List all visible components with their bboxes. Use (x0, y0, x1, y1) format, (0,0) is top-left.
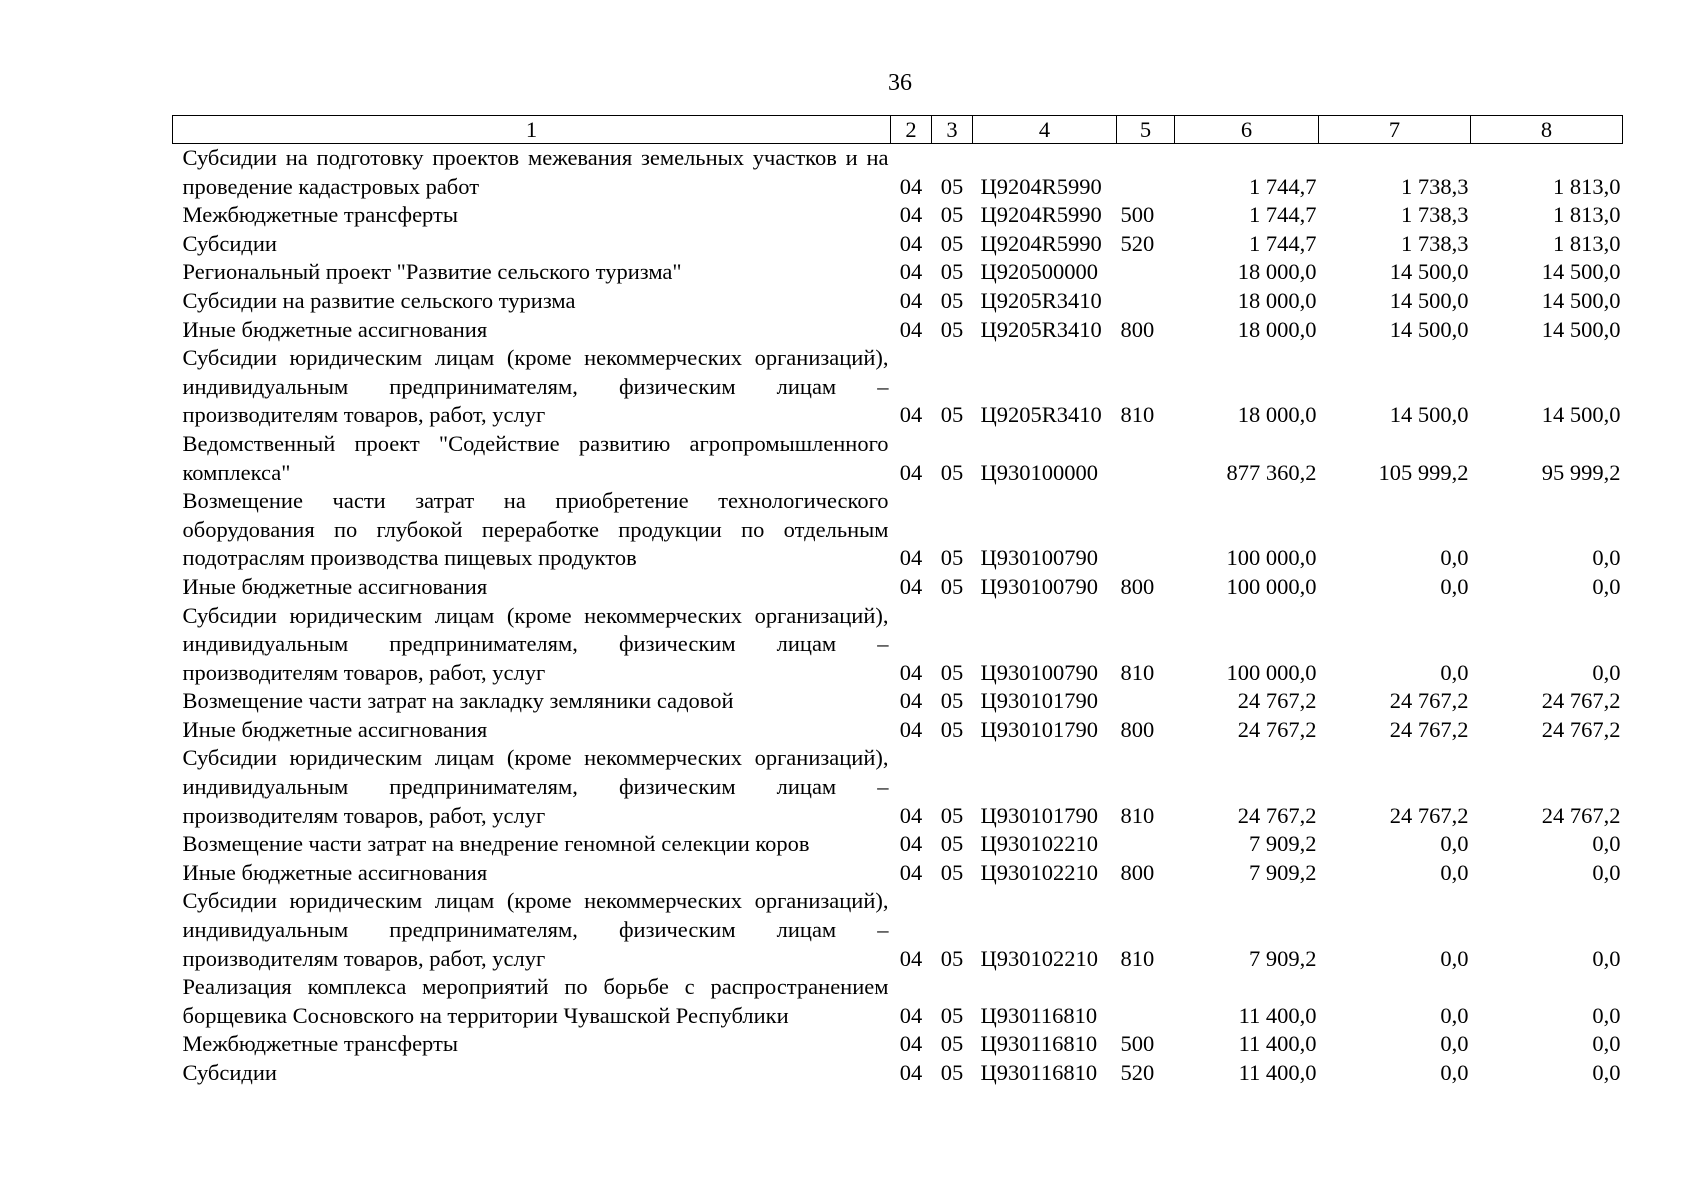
row-name: Субсидии юридическим лицам (кроме некоммерческих организаций), индивидуальным предпринимателям, физическим лицам – производителям товаров, работ, услуг (182, 602, 889, 685)
row-target-article: Ц930100790 (980, 545, 1098, 571)
table-row (173, 687, 1623, 716)
row-expense-type: 500 (1120, 1031, 1155, 1057)
row-expense-type: 800 (1120, 859, 1155, 885)
column-header-3: 3 (932, 116, 973, 144)
row-section: 04 (899, 459, 923, 485)
row-expense-type: 500 (1120, 202, 1155, 228)
row-value-col8: 0,0 (1592, 659, 1621, 685)
row-target-article: Ц9205R3410 (980, 402, 1102, 428)
row-value-col6: 11 400,0 (1238, 1060, 1317, 1085)
row-target-article: Ц930101790 (980, 688, 1098, 714)
table-row (173, 258, 1623, 287)
row-value-col6: 100 000,0 (1226, 573, 1317, 599)
row-value-col8: 0,0 (1592, 573, 1621, 599)
row-value-col7: 0,0 (1440, 945, 1469, 971)
row-name: Межбюджетные трансферты (182, 202, 458, 228)
row-target-article: Ц930101790 (980, 716, 1098, 742)
row-subsection: 05 (940, 859, 964, 885)
table-row (173, 201, 1623, 230)
row-value-col8: 0,0 (1592, 1031, 1621, 1057)
row-value-col8: 0,0 (1592, 831, 1621, 857)
column-header-2: 2 (891, 116, 932, 144)
table-row (173, 430, 1623, 487)
row-section: 04 (899, 202, 923, 228)
row-subsection: 05 (940, 831, 964, 857)
row-target-article: Ц9204R5990 (980, 230, 1102, 256)
row-name: Реализация комплекса мероприятий по борьбе с распространением борщевика Сосновского на территории Чувашской Республики (182, 974, 889, 1028)
table-row (173, 830, 1623, 859)
row-value-col6: 11 400,0 (1238, 1031, 1317, 1057)
row-value-col6: 100 000,0 (1226, 659, 1317, 685)
row-expense-type: 800 (1120, 316, 1155, 342)
row-name: Субсидии (182, 230, 277, 256)
row-value-col8: 14 500,0 (1541, 402, 1621, 428)
row-value-col8: 0,0 (1592, 945, 1621, 971)
page-number: 36 (888, 70, 912, 96)
row-subsection: 05 (940, 688, 964, 714)
row-section: 04 (899, 259, 923, 285)
row-subsection: 05 (940, 259, 964, 285)
row-target-article: Ц930116810 (980, 1002, 1098, 1028)
row-value-col6: 24 767,2 (1237, 716, 1317, 742)
row-section: 04 (899, 859, 923, 885)
row-section: 04 (899, 659, 923, 685)
row-name: Субсидии юридическим лицам (кроме некоммерческих организаций), индивидуальным предпринимателям, физическим лицам – производителям товаров, работ, услуг (182, 345, 889, 428)
row-section: 04 (899, 716, 923, 742)
row-value-col7: 14 500,0 (1389, 287, 1469, 313)
row-value-col6: 18 000,0 (1237, 402, 1317, 428)
row-subsection: 05 (940, 545, 964, 571)
table-row (173, 602, 1623, 688)
table-row (173, 859, 1623, 888)
table-row (173, 1030, 1623, 1059)
row-value-col7: 14 500,0 (1389, 316, 1469, 342)
row-expense-type: 810 (1120, 945, 1155, 971)
column-header-1: 1 (173, 116, 891, 144)
row-subsection: 05 (940, 316, 964, 342)
row-name: Ведомственный проект "Содействие развитию агропромышленного комплекса" (182, 430, 889, 485)
row-target-article: Ц930100790 (980, 659, 1098, 685)
table-row (173, 144, 1623, 202)
table-row (173, 1059, 1623, 1088)
row-section: 04 (899, 173, 923, 199)
row-value-col6: 11 400,0 (1238, 1002, 1317, 1028)
row-subsection: 05 (940, 1031, 964, 1057)
row-value-col6: 100 000,0 (1226, 545, 1317, 571)
row-expense-type: 520 (1120, 1060, 1155, 1085)
row-name: Субсидии юридическим лицам (кроме некоммерческих организаций), индивидуальным предпринимателям, физическим лицам – производителям товаров, работ, услуг (182, 745, 889, 828)
row-expense-type (1117, 830, 1175, 859)
row-name: Возмещение части затрат на приобретение технологического оборудования по глубокой переработке продукции по отдельным подотраслям производства пищевых продуктов (182, 488, 889, 571)
row-expense-type (1117, 973, 1175, 1030)
row-section: 04 (899, 1031, 923, 1057)
row-name: Субсидии на развитие сельского туризма (182, 287, 576, 313)
row-value-col6: 18 000,0 (1237, 316, 1317, 342)
row-name: Субсидии (182, 1060, 277, 1085)
row-value-col7: 14 500,0 (1389, 402, 1469, 428)
row-value-col7: 1 738,3 (1401, 230, 1469, 256)
row-value-col8: 24 767,2 (1541, 716, 1621, 742)
row-value-col7: 0,0 (1440, 545, 1469, 571)
row-value-col7: 105 999,2 (1378, 459, 1469, 485)
row-name: Возмещение части затрат на внедрение геномной селекции коров (182, 831, 810, 857)
row-value-col8: 0,0 (1592, 1002, 1621, 1028)
row-expense-type: 520 (1120, 230, 1155, 256)
row-target-article: Ц930102210 (980, 831, 1098, 857)
row-section: 04 (899, 831, 923, 857)
row-subsection: 05 (940, 802, 964, 828)
row-section: 04 (899, 1060, 923, 1085)
row-value-col8: 14 500,0 (1541, 259, 1621, 285)
row-section: 04 (899, 945, 923, 971)
column-header-8: 8 (1471, 116, 1623, 144)
row-expense-type (1117, 287, 1175, 316)
row-target-article: Ц930100790 (980, 573, 1098, 599)
row-value-col7: 0,0 (1440, 1002, 1469, 1028)
row-expense-type: 800 (1120, 716, 1155, 742)
table-row (173, 716, 1623, 745)
row-target-article: Ц9204R5990 (980, 173, 1102, 199)
row-value-col7: 24 767,2 (1389, 688, 1469, 714)
row-value-col7: 0,0 (1440, 859, 1469, 885)
row-subsection: 05 (940, 659, 964, 685)
column-header-6: 6 (1175, 116, 1319, 144)
table-row (173, 973, 1623, 1030)
row-subsection: 05 (940, 287, 964, 313)
row-expense-type (1117, 430, 1175, 487)
row-section: 04 (899, 573, 923, 599)
row-value-col8: 1 813,0 (1553, 173, 1621, 199)
row-section: 04 (899, 287, 923, 313)
row-expense-type: 800 (1120, 573, 1155, 599)
row-subsection: 05 (940, 945, 964, 971)
row-value-col8: 14 500,0 (1541, 287, 1621, 313)
row-value-col8: 0,0 (1592, 545, 1621, 571)
row-target-article: Ц930100000 (980, 459, 1098, 485)
row-target-article: Ц920500000 (980, 259, 1098, 285)
row-section: 04 (899, 230, 923, 256)
row-value-col6: 877 360,2 (1226, 459, 1317, 485)
row-name: Межбюджетные трансферты (182, 1031, 458, 1057)
table-row (173, 316, 1623, 345)
row-section: 04 (899, 1002, 923, 1028)
table-row (173, 887, 1623, 973)
row-value-col7: 0,0 (1440, 1060, 1469, 1085)
row-section: 04 (899, 802, 923, 828)
row-value-col7: 24 767,2 (1389, 802, 1469, 828)
row-target-article: Ц930102210 (980, 945, 1098, 971)
row-subsection: 05 (940, 202, 964, 228)
row-value-col7: 0,0 (1440, 659, 1469, 685)
row-subsection: 05 (940, 573, 964, 599)
row-value-col8: 95 999,2 (1541, 459, 1621, 485)
row-value-col6: 18 000,0 (1237, 259, 1317, 285)
row-value-col6: 18 000,0 (1237, 287, 1317, 313)
row-subsection: 05 (940, 402, 964, 428)
column-header-5: 5 (1117, 116, 1175, 144)
row-value-col6: 7 909,2 (1249, 945, 1317, 971)
row-target-article: Ц9205R3410 (980, 287, 1102, 313)
row-value-col6: 24 767,2 (1237, 802, 1317, 828)
column-header-4: 4 (973, 116, 1117, 144)
row-target-article: Ц9205R3410 (980, 316, 1102, 342)
table-row (173, 344, 1623, 430)
header-row (173, 116, 1623, 144)
table-row (173, 573, 1623, 602)
row-expense-type (1117, 144, 1175, 202)
row-target-article: Ц930102210 (980, 859, 1098, 885)
row-expense-type (1117, 258, 1175, 287)
row-name: Иные бюджетные ассигнования (182, 316, 488, 342)
row-name: Субсидии юридическим лицам (кроме некоммерческих организаций), индивидуальным предпринимателям, физическим лицам – производителям товаров, работ, услуг (182, 888, 889, 971)
row-value-col8: 1 813,0 (1553, 202, 1621, 228)
row-value-col7: 1 738,3 (1401, 173, 1469, 199)
row-section: 04 (899, 688, 923, 714)
row-section: 04 (899, 316, 923, 342)
row-value-col7: 0,0 (1440, 1031, 1469, 1057)
row-expense-type: 810 (1120, 659, 1155, 685)
row-expense-type: 810 (1120, 802, 1155, 828)
row-subsection: 05 (940, 716, 964, 742)
row-value-col8: 0,0 (1592, 859, 1621, 885)
row-section: 04 (899, 545, 923, 571)
row-value-col6: 24 767,2 (1237, 688, 1317, 714)
row-expense-type (1117, 487, 1175, 573)
row-target-article: Ц930101790 (980, 802, 1098, 828)
row-expense-type (1117, 687, 1175, 716)
column-header-7: 7 (1319, 116, 1471, 144)
row-value-col8: 24 767,2 (1541, 802, 1621, 828)
row-value-col8: 0,0 (1592, 1060, 1621, 1085)
row-value-col8: 1 813,0 (1553, 230, 1621, 256)
row-value-col8: 24 767,2 (1541, 688, 1621, 714)
row-name: Иные бюджетные ассигнования (182, 716, 488, 742)
row-value-col6: 1 744,7 (1249, 230, 1317, 256)
row-value-col7: 24 767,2 (1389, 716, 1469, 742)
row-subsection: 05 (940, 1060, 964, 1085)
row-subsection: 05 (940, 459, 964, 485)
row-subsection: 05 (940, 1002, 964, 1028)
row-value-col7: 0,0 (1440, 573, 1469, 599)
row-subsection: 05 (940, 230, 964, 256)
row-section: 04 (899, 402, 923, 428)
row-target-article: Ц930116810 (980, 1031, 1098, 1057)
row-name: Возмещение части затрат на закладку земляники садовой (182, 688, 734, 714)
table-row (173, 287, 1623, 316)
table-body (173, 144, 1623, 1088)
row-value-col7: 14 500,0 (1389, 259, 1469, 285)
row-value-col7: 0,0 (1440, 831, 1469, 857)
row-value-col8: 14 500,0 (1541, 316, 1621, 342)
row-value-col6: 7 909,2 (1249, 859, 1317, 885)
row-value-col6: 1 744,7 (1249, 173, 1317, 199)
row-subsection: 05 (940, 173, 964, 199)
table-row (173, 487, 1623, 573)
row-value-col6: 1 744,7 (1249, 202, 1317, 228)
row-value-col7: 1 738,3 (1401, 202, 1469, 228)
row-name: Иные бюджетные ассигнования (182, 859, 488, 885)
row-target-article: Ц9204R5990 (980, 202, 1102, 228)
table-row (173, 744, 1623, 830)
row-expense-type: 810 (1120, 402, 1155, 428)
row-name: Иные бюджетные ассигнования (182, 573, 488, 599)
row-name: Региональный проект "Развитие сельского туризма" (182, 259, 682, 285)
row-name: Субсидии на подготовку проектов межевания земельных участков и на проведение кадастровых работ (182, 145, 889, 199)
budget-table (172, 115, 1623, 1088)
row-value-col6: 7 909,2 (1249, 831, 1317, 857)
table-row (173, 230, 1623, 259)
row-target-article: Ц930116810 (980, 1060, 1098, 1085)
